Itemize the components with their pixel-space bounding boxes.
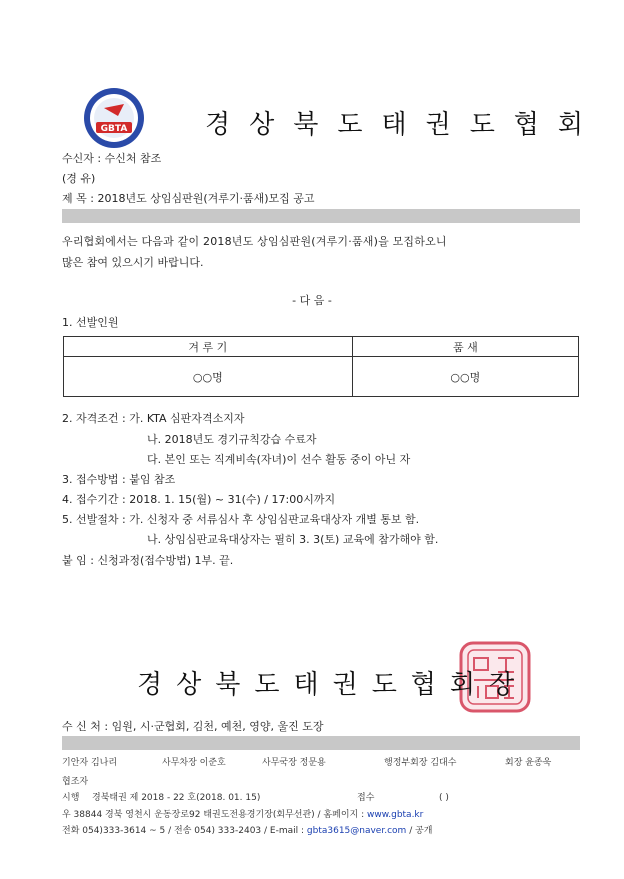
sender-title: 경상북도태권도협회장	[137, 670, 529, 700]
public-label: / 공개	[409, 826, 433, 836]
approver-vice-president: 행정부회장 김대수	[384, 758, 457, 768]
table-value-poomsae: ○○명	[352, 357, 578, 397]
divider-bar	[62, 209, 580, 223]
page-title: 경상북도태권도협회	[205, 110, 603, 140]
address-text: 우 38844 경북 영천시 운동장로92 태권도전용경기장(회무선관) / 홈페이지 :	[62, 810, 365, 820]
table-header-poomsae: 품 새	[352, 337, 578, 357]
org-logo	[82, 86, 146, 150]
section-5b: 나. 상임심판교육대상자는 필히 3. 3(토) 교육에 참가해야 함.	[147, 533, 439, 546]
section-1: 1. 선발인원	[62, 316, 119, 329]
section-2a: 2. 자격조건 : 가. KTA 심판자격소지자	[62, 412, 245, 425]
via-line: (경 유)	[62, 172, 96, 185]
enforce-label: 시행	[62, 793, 80, 803]
recipients-line: 수 신 처 : 임원, 시·군협회, 김천, 예천, 영양, 울진 도장	[62, 720, 324, 733]
cooperator-label: 협조자	[62, 777, 89, 787]
approver-president: 회장 윤종욱	[505, 758, 552, 768]
section-4: 4. 접수기간 : 2018. 1. 15(월) ~ 31(수) / 17:00시까지	[62, 493, 336, 506]
enforce-number: 경북태권 제 2018 - 22 호(2018. 01. 15)	[92, 793, 261, 803]
phone-line	[62, 825, 432, 837]
svg-text:GBTA: GBTA	[100, 124, 128, 134]
subject-line: 제 목 : 2018년도 상임심판원(겨루기·품새)모집 공고	[62, 192, 315, 205]
receipt-paren: ( )	[439, 793, 449, 803]
da-eum-heading: - 다 음 -	[292, 294, 332, 307]
intro-text-1: 우리협회에서는 다음과 같이 2018년도 상임심판원(겨루기·품새)을 모집하오니	[62, 235, 447, 248]
homepage-link[interactable]: www.gbta.kr	[366, 810, 424, 820]
approver-deputy: 사무차장 이준호	[162, 758, 226, 768]
table-value-gyeorugi: ○○명	[64, 357, 353, 397]
recipient-line: 수신자 : 수신처 참조	[62, 152, 162, 165]
section-5a: 5. 선발절차 : 가. 신청자 중 서류심사 후 상임심판교육대상자 개별 통보 함.	[62, 513, 420, 526]
table-header-gyeorugi: 겨 루 기	[64, 337, 353, 357]
approver-secretary: 사무국장 정문용	[262, 758, 326, 768]
selection-table	[63, 336, 579, 397]
phone-text: 전화 054)333-3614 ~ 5 / 전송 054) 333-2403 / E-mail :	[62, 826, 305, 836]
approver-drafter: 기안자 김나리	[62, 758, 118, 768]
email-link[interactable]: gbta3615@naver.com	[306, 826, 407, 836]
footer-divider-bar	[62, 736, 580, 750]
receipt-label: 접수	[357, 793, 375, 803]
attachment-line: 붙 임 : 신청과정(접수방법) 1부. 끝.	[62, 554, 234, 567]
section-3: 3. 접수방법 : 붙임 참조	[62, 473, 176, 486]
address-line	[62, 809, 423, 821]
section-2b: 나. 2018년도 경기규칙강습 수료자	[147, 433, 317, 446]
intro-text-2: 많은 참여 있으시기 바랍니다.	[62, 256, 204, 269]
section-2c: 다. 본인 또는 직계비속(자녀)이 선수 활동 중이 아닌 자	[147, 453, 411, 466]
